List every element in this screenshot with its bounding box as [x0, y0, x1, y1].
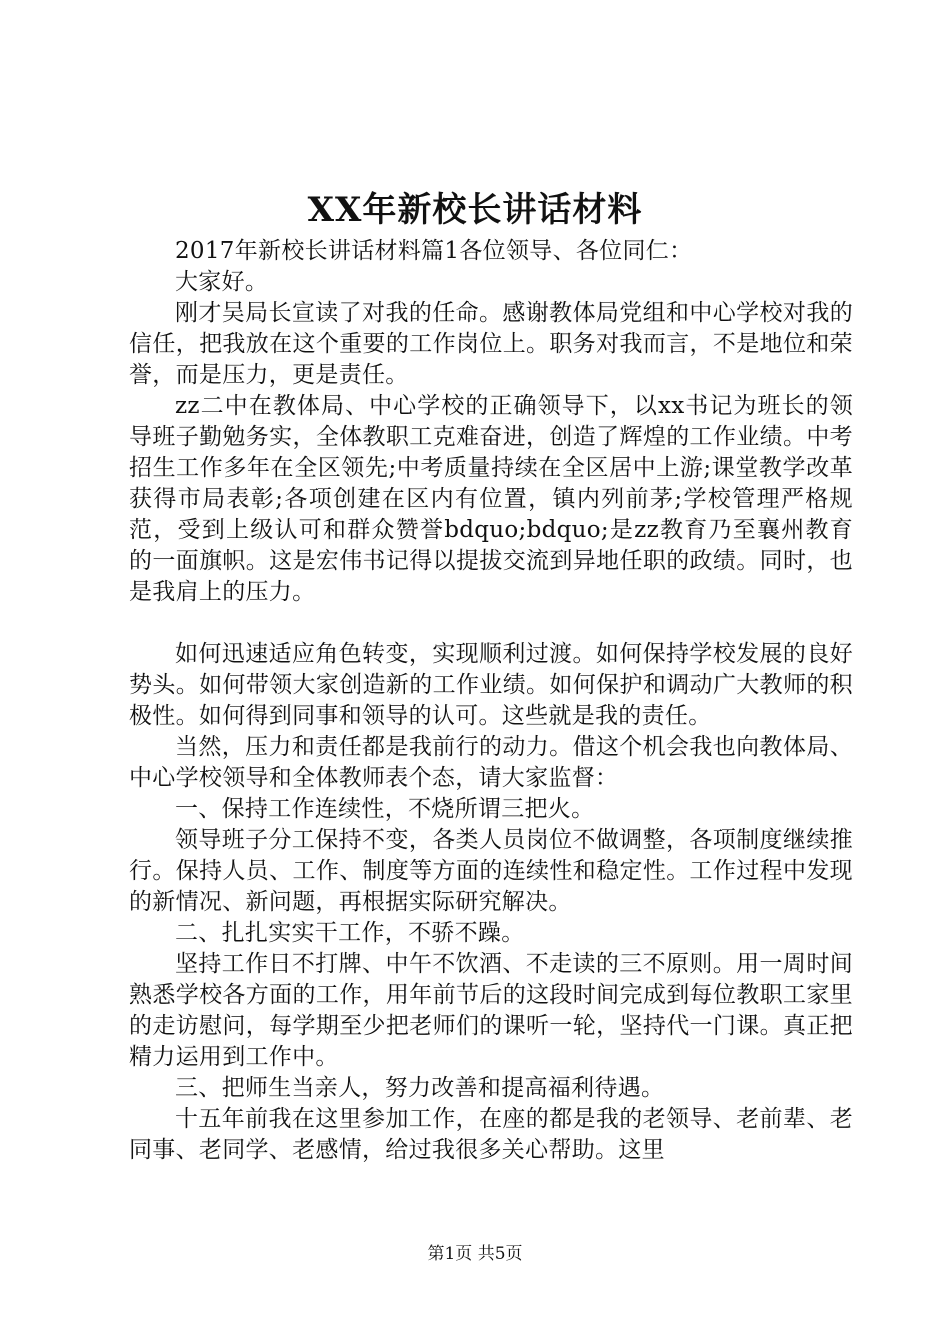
paragraph: 领导班子分工保持不变，各类人员岗位不做调整，各项制度继续推行。保持人员、工作、制度等方面的连续性和稳定性。工作过程中发现的新情况、新问题，再根据实际研究解决。	[129, 827, 853, 915]
paragraph: 刚才吴局长宣读了对我的任命。感谢教体局党组和中心学校对我的信任，把我放在这个重要的工作岗位上。职务对我而言，不是地位和荣誉，而是压力，更是责任。	[129, 300, 853, 388]
paragraph: 坚持工作日不打牌、中午不饮酒、不走读的三不原则。用一周时间熟悉学校各方面的工作，用年前节后的这段时间完成到每位教职工家里的走访慰问，每学期至少把老师们的课听一轮，坚持代一门课。真正把精力运用到工作中。	[129, 951, 853, 1070]
document-title: XX年新校长讲话材料	[307, 190, 643, 230]
section-heading: 一、保持工作连续性，不烧所谓三把火。	[175, 796, 595, 822]
paragraph: 2017年新校长讲话材料篇1各位领导、各位同仁：	[175, 238, 693, 264]
page-number-footer: 第1页 共5页	[427, 1244, 523, 1264]
paragraph: 大家好。	[175, 269, 269, 295]
document-body	[129, 236, 853, 1166]
section-heading: 二、扎扎实实干工作，不骄不躁。	[175, 920, 525, 946]
section-heading: 三、把师生当亲人，努力改善和提高福利待遇。	[175, 1075, 665, 1101]
paragraph: 如何迅速适应角色转变，实现顺利过渡。如何保持学校发展的良好势头。如何带领大家创造新的工作业绩。如何保护和调动广大教师的积极性。如何得到同事和领导的认可。这些就是我的责任。	[129, 641, 853, 729]
paragraph: 当然，压力和责任都是我前行的动力。借这个机会我也向教体局、中心学校领导和全体教师表个态，请大家监督：	[129, 734, 853, 791]
paragraph: zz二中在教体局、中心学校的正确领导下，以xx书记为班长的领导班子勤勉务实，全体教职工克难奋进，创造了辉煌的工作业绩。中考招生工作多年在全区领先;中考质量持续在全区居中上游;课堂教学改革获得市局表彰;各项创建在区内有位置，镇内列前茅;学校管理严格规范，受到上级认可和群众赞誉bdquo;bdquo;是zz教育乃至襄州教育的一面旗帜。这是宏伟书记得以提拔交流到异地任职的政绩。同时，也是我肩上的压力。	[129, 393, 853, 605]
paragraph: 十五年前我在这里参加工作，在座的都是我的老领导、老前辈、老同事、老同学、老感情，给过我很多关心帮助。这里	[129, 1106, 853, 1163]
